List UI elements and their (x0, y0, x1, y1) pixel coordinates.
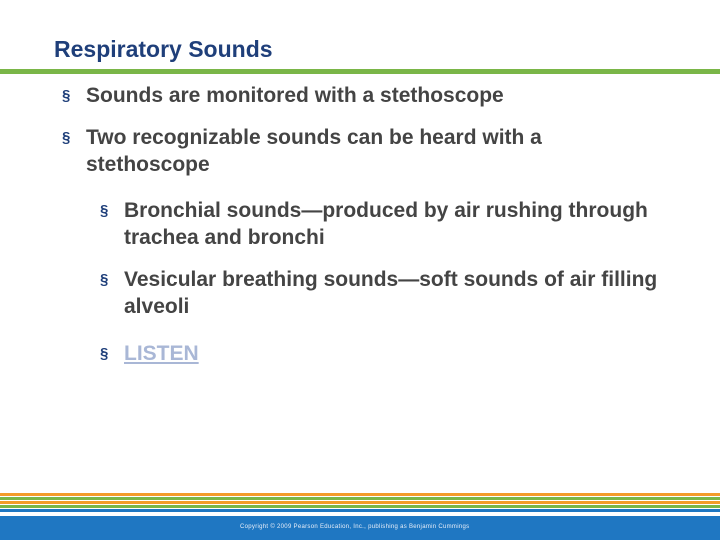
stripe-green (0, 497, 720, 500)
stripe-blue (0, 509, 720, 512)
footer-stripes (0, 493, 720, 513)
bullet-text: Bronchial sounds—produced by air rushing through trachea and bronchi (124, 199, 648, 249)
sub-bullet-item (100, 197, 654, 251)
bullet-item (62, 82, 686, 109)
bullet-item (62, 124, 646, 178)
sub-bullet-item (100, 340, 324, 367)
stripe-orange (0, 493, 720, 496)
footer-bar (0, 516, 720, 540)
stripe-orange (0, 501, 720, 504)
bullet-marker-icon: § (62, 129, 71, 146)
listen-link[interactable]: LISTEN (124, 342, 199, 365)
slide-title: Respiratory Sounds (54, 36, 273, 62)
bullet-marker-icon: § (100, 271, 109, 288)
copyright-notice: Copyright © 2009 Pearson Education, Inc., publishing as Benjamin Cummings (240, 524, 470, 530)
bullet-marker-icon: § (100, 345, 109, 362)
bullet-text: Two recognizable sounds can be heard with a stethoscope (86, 126, 542, 176)
sub-bullet-item (100, 266, 664, 320)
bullet-text: Sounds are monitored with a stethoscope (86, 84, 504, 107)
bullet-marker-icon: § (100, 202, 109, 219)
bullet-text: Vesicular breathing sounds—soft sounds of air filling alveoli (124, 268, 658, 318)
stripe-green (0, 505, 720, 508)
title-rule (0, 69, 720, 74)
bullet-marker-icon: § (62, 87, 71, 104)
